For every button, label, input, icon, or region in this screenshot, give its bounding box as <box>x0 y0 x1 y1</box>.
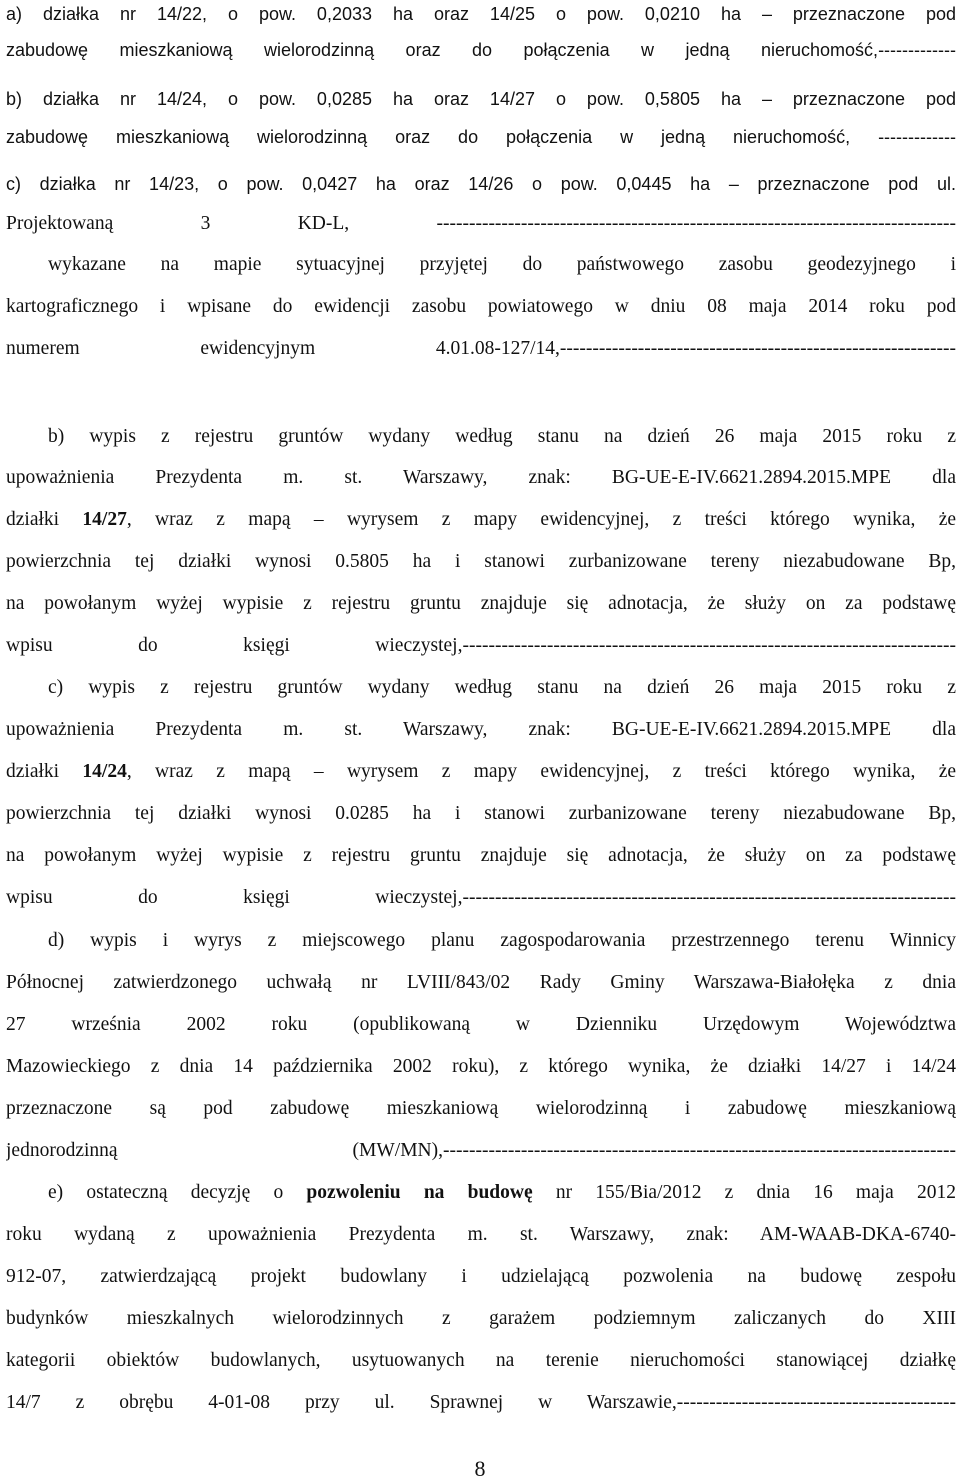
section-d-line-2: Północnej zatwierdzonego uchwałą nr LVIII/843/02 Rady Gminy Warszawa-Białołęka z dnia <box>6 972 956 993</box>
plot-description: , wraz z mapą – wyrysem z mapy ewidencyjnej, z treści którego wynika, że <box>126 761 956 782</box>
plot-label: działki <box>6 761 60 782</box>
section-c-line-1: c) wypis z rejestru gruntów wydany według stanu na dzień 26 maja 2015 roku z <box>48 677 956 698</box>
plot-number-bold: 14/27 <box>82 509 127 530</box>
section-e-line-1 <box>48 1181 956 1205</box>
section-e-line-5: kategorii obiektów budowlanych, usytuowanych na terenie nieruchomości stanowiącej działkę <box>6 1350 956 1371</box>
plot-description: , wraz z mapą – wyrysem z mapy ewidencyjnej, z treści którego wynika, że <box>126 509 956 530</box>
section-e-line-6: 14/7 z obrębu 4-01-08 przy ul. Sprawnej w Warszawie,------------------------------------------- <box>6 1392 956 1413</box>
section-d-line-4: Mazowieckiego z dnia 14 października 2002 roku), z którego wynika, że działki 14/27 i 14/24 <box>6 1056 956 1077</box>
section-b-line-4: powierzchnia tej działki wynosi 0.5805 ha i stanowi zurbanizowane tereny niezabudowane Bp, <box>6 551 956 572</box>
section-d-line-6: jednorodzinną (MW/MN),------------------------------------------------------------------------------- <box>6 1140 956 1161</box>
section-b-line-2: upoważnienia Prezydenta m. st. Warszawy, znak: BG-UE-E-IV.6621.2894.2015.MPE dla <box>6 467 956 488</box>
section-d-line-1: d) wypis i wyrys z miejscowego planu zagospodarowania przestrzennego terenu Winnicy <box>48 930 956 951</box>
section-b-line-1: b) wypis z rejestru gruntów wydany według stanu na dzień 26 maja 2015 roku z <box>48 426 956 447</box>
section-c-line-6: wpisu do księgi wieczystej,---------------------------------------------------------------------------- <box>6 887 956 908</box>
item-b-line-1: b) działka nr 14/24, o pow. 0,0285 ha oraz 14/27 o pow. 0,5805 ha – przeznaczone pod <box>6 89 956 109</box>
item-b-line-2: zabudowę mieszkaniową wielorodzinną oraz do połączenia w jedną nieruchomość, ------------- <box>6 127 956 147</box>
building-permit-bold: pozwoleniu na budowę <box>306 1182 533 1203</box>
item-a-line-2: zabudowę mieszkaniową wielorodzinną oraz do połączenia w jedną nieruchomość,------------- <box>6 40 956 60</box>
item-c-line-1: c) działka nr 14/23, o pow. 0,0427 ha oraz 14/26 o pow. 0,0445 ha – przeznaczone pod ul. <box>6 174 956 194</box>
section-e-line-3: 912-07, zatwierdzającą projekt budowlany i udzielającą pozwolenia na budowę zespołu <box>6 1266 956 1287</box>
section-b-line-3 <box>6 508 956 532</box>
section-c-line-3 <box>6 760 956 784</box>
page-number: 8 <box>474 1456 486 1481</box>
section-c-line-2: upoważnienia Prezydenta m. st. Warszawy, znak: BG-UE-E-IV.6621.2894.2015.MPE dla <box>6 719 956 740</box>
section-b-line-6: wpisu do księgi wieczystej,---------------------------------------------------------------------------- <box>6 635 956 656</box>
plot-label: działki <box>6 509 60 530</box>
plot-number-bold: 14/24 <box>82 761 127 782</box>
section-e-line-2: roku wydaną z upoważnienia Prezydenta m. st. Warszawy, znak: AM-WAAB-DKA-6740- <box>6 1224 956 1245</box>
item-c-line-2: Projektowaną 3 KD-L, -------------------------------------------------------------------------------- <box>6 213 956 234</box>
section-d-line-3: 27 września 2002 roku (opublikowaną w Dzienniku Urzędowym Województwa <box>6 1014 956 1035</box>
map-paragraph-line-3: numerem ewidencyjnym 4.01.08-127/14,------------------------------------------------------------- <box>6 338 956 359</box>
decision-intro: e) ostateczną decyzję o <box>48 1182 284 1203</box>
map-paragraph-line-1: wykazane na mapie sytuacyjnej przyjętej do państwowego zasobu geodezyjnego i <box>48 254 956 275</box>
section-b-line-5: na powołanym wyżej wypisie z rejestru gruntu znajduje się adnotacja, że służy on za podstawę <box>6 593 956 614</box>
section-d-line-5: przeznaczone są pod zabudowę mieszkaniową wielorodzinną i zabudowę mieszkaniową <box>6 1098 956 1119</box>
map-paragraph-line-2: kartograficznego i wpisane do ewidencji zasobu powiatowego w dniu 08 maja 2014 roku pod <box>6 296 956 317</box>
item-a-line-1: a) działka nr 14/22, o pow. 0,2033 ha oraz 14/25 o pow. 0,0210 ha – przeznaczone pod <box>6 4 956 24</box>
decision-number: nr 155/Bia/2012 z dnia 16 maja 2012 <box>555 1182 956 1203</box>
section-c-line-4: powierzchnia tej działki wynosi 0.0285 ha i stanowi zurbanizowane tereny niezabudowane Bp, <box>6 803 956 824</box>
section-e-line-4: budynków mieszkalnych wielorodzinnych z garażem podziemnym zaliczanych do XIII <box>6 1308 956 1329</box>
section-c-line-5: na powołanym wyżej wypisie z rejestru gruntu znajduje się adnotacja, że służy on za podstawę <box>6 845 956 866</box>
